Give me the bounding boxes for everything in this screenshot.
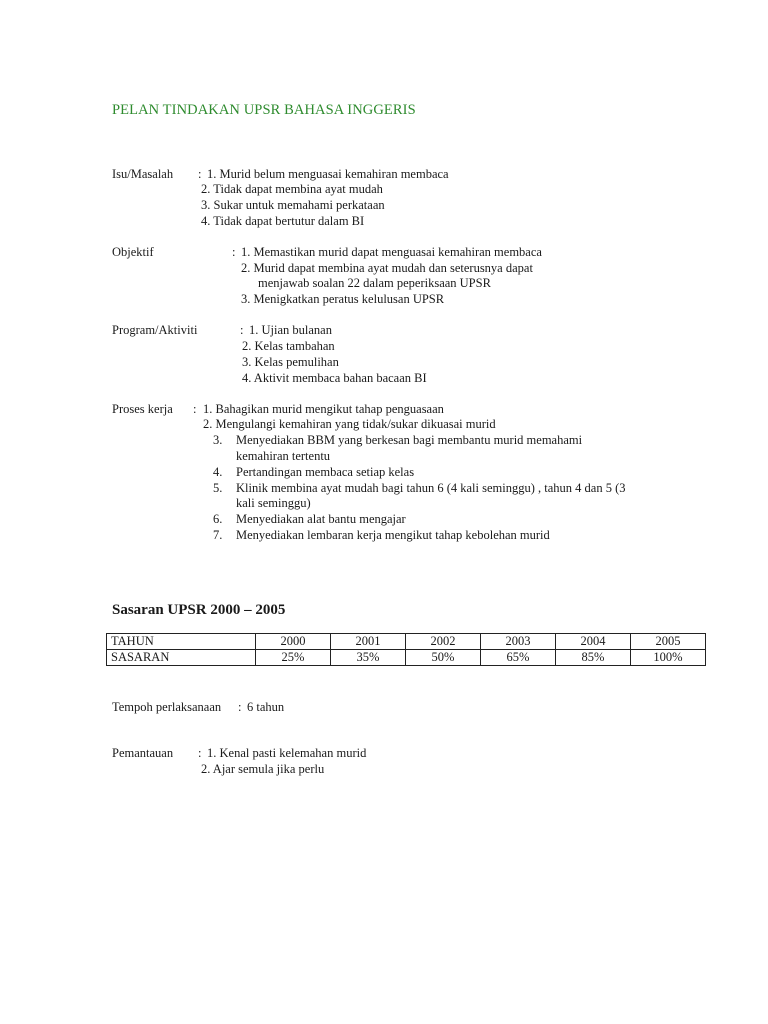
isu-label: Isu/Masalah bbox=[112, 167, 174, 181]
proses-number-6: 6. bbox=[213, 512, 223, 526]
tempoh-value: 6 tahun bbox=[247, 700, 285, 714]
proses-number-3: 3. bbox=[213, 433, 223, 447]
table-row-label: SASARAN bbox=[107, 650, 256, 666]
target-cell: 35% bbox=[331, 650, 406, 666]
proses-item-4: Pertandingan membaca setiap kelas bbox=[236, 465, 415, 479]
table-row bbox=[107, 634, 706, 650]
year-cell: 2003 bbox=[481, 634, 556, 650]
objektif-label: Objektif bbox=[112, 245, 154, 259]
proses-item-1: 1. Bahagikan murid mengikut tahap penguasaan bbox=[203, 402, 444, 416]
pemantauan-item-2: 2. Ajar semula jika perlu bbox=[201, 762, 325, 776]
proses-number-5: 5. bbox=[213, 481, 223, 495]
isu-item-4: 4. Tidak dapat bertutur dalam BI bbox=[201, 214, 365, 228]
isu-item-2: 2. Tidak dapat membina ayat mudah bbox=[201, 182, 383, 196]
target-cell: 100% bbox=[631, 650, 706, 666]
proses-item-5-cont: kali seminggu) bbox=[236, 496, 311, 510]
proses-item-3-cont: kemahiran tertentu bbox=[236, 449, 331, 463]
proses-number-7: 7. bbox=[213, 528, 223, 542]
sasaran-heading: Sasaran UPSR 2000 – 2005 bbox=[112, 602, 286, 618]
isu-colon: : bbox=[198, 167, 202, 181]
objektif-item-2-cont: menjawab soalan 22 dalam peperiksaan UPSR bbox=[258, 276, 491, 290]
proses-item-7: Menyediakan lembaran kerja mengikut tahap kebolehan murid bbox=[236, 528, 550, 542]
year-cell: 2005 bbox=[631, 634, 706, 650]
program-item-3: 3. Kelas pemulihan bbox=[242, 355, 339, 369]
objektif-colon: : bbox=[232, 245, 236, 259]
objektif-item-1: 1. Memastikan murid dapat menguasai kemahiran membaca bbox=[241, 245, 542, 259]
pemantauan-item-1: 1. Kenal pasti kelemahan murid bbox=[207, 746, 367, 760]
isu-item-3: 3. Sukar untuk memahami perkataan bbox=[201, 198, 385, 212]
tempoh-label: Tempoh perlaksanaan bbox=[112, 700, 222, 714]
target-cell: 50% bbox=[406, 650, 481, 666]
proses-number-4: 4. bbox=[213, 465, 223, 479]
program-item-1: 1. Ujian bulanan bbox=[249, 323, 332, 337]
year-cell: 2004 bbox=[556, 634, 631, 650]
document-title: PELAN TINDAKAN UPSR BAHASA INGGERIS bbox=[112, 102, 416, 118]
proses-item-6: Menyediakan alat bantu mengajar bbox=[236, 512, 406, 526]
proses-item-2: 2. Mengulangi kemahiran yang tidak/sukar dikuasai murid bbox=[203, 417, 496, 431]
proses-colon: : bbox=[193, 402, 197, 416]
year-cell: 2000 bbox=[256, 634, 331, 650]
program-item-2: 2. Kelas tambahan bbox=[242, 339, 335, 353]
proses-item-3: Menyediakan BBM yang berkesan bagi membantu murid memahami bbox=[236, 433, 583, 447]
year-cell: 2001 bbox=[331, 634, 406, 650]
program-item-4: 4. Aktivit membaca bahan bacaan BI bbox=[242, 371, 427, 385]
target-cell: 25% bbox=[256, 650, 331, 666]
table-row-label: TAHUN bbox=[107, 634, 256, 650]
objektif-item-2: 2. Murid dapat membina ayat mudah dan seterusnya dapat bbox=[241, 261, 533, 275]
pemantauan-colon: : bbox=[198, 746, 202, 760]
sasaran-table bbox=[106, 633, 706, 666]
tempoh-colon: : bbox=[238, 700, 242, 714]
program-colon: : bbox=[240, 323, 244, 337]
target-cell: 65% bbox=[481, 650, 556, 666]
target-cell: 85% bbox=[556, 650, 631, 666]
pemantauan-label: Pemantauan bbox=[112, 746, 174, 760]
objektif-item-3: 3. Menigkatkan peratus kelulusan UPSR bbox=[241, 292, 445, 306]
proses-label: Proses kerja bbox=[112, 402, 173, 416]
table-row bbox=[107, 650, 706, 666]
proses-item-5: Klinik membina ayat mudah bagi tahun 6 (4 kali seminggu) , tahun 4 dan 5 (3 bbox=[236, 481, 626, 495]
isu-item-1: 1. Murid belum menguasai kemahiran membaca bbox=[207, 167, 449, 181]
program-label: Program/Aktiviti bbox=[112, 323, 198, 337]
year-cell: 2002 bbox=[406, 634, 481, 650]
